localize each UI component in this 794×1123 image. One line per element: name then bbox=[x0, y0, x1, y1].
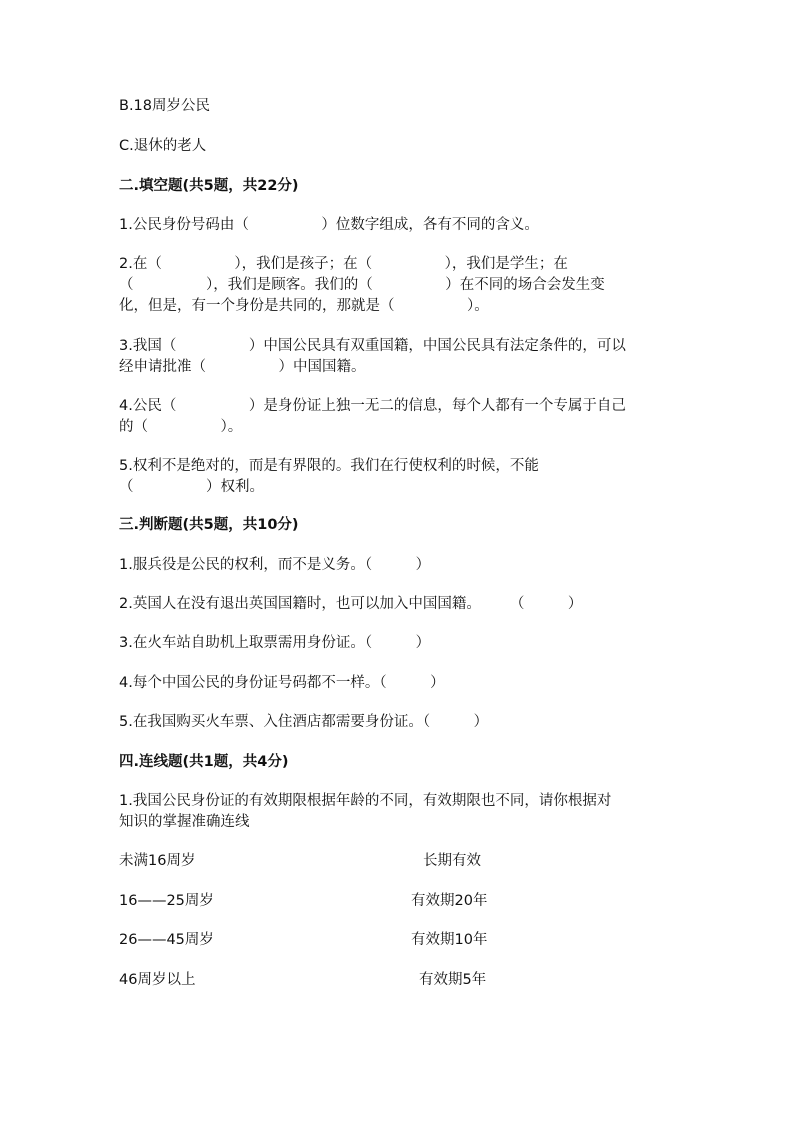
option-c: C.退休的老人 bbox=[119, 138, 207, 154]
match-right-1: 长期有效 bbox=[423, 853, 481, 869]
fill-q5-line2: （ ）权利。 bbox=[119, 479, 264, 495]
fill-q4-line2: 的（ ）。 bbox=[119, 419, 243, 435]
match-q1-line1: 1.我国公民身份证的有效期限根据年龄的不同，有效期限也不同，请你根据对 bbox=[119, 793, 612, 809]
match-left-2: 16——25周岁 bbox=[119, 893, 214, 909]
judge-q1: 1.服兵役是公民的权利，而不是义务。（ ） bbox=[119, 557, 431, 573]
judge-q4: 4.每个中国公民的身份证号码都不一样。（ ） bbox=[119, 675, 445, 691]
judge-q2: 2.英国人在没有退出英国国籍时，也可以加入中国国籍。 （ ） bbox=[119, 596, 583, 612]
match-right-2: 有效期20年 bbox=[411, 893, 488, 909]
fill-q2-line3: 化，但是，有一个身份是共同的，那就是（ ）。 bbox=[119, 298, 489, 314]
section-4-heading: 四.连线题(共1题，共4分) bbox=[119, 754, 289, 770]
match-left-4: 46周岁以上 bbox=[119, 972, 196, 988]
match-left-1: 未满16周岁 bbox=[119, 853, 196, 869]
fill-q5-line1: 5.权利不是绝对的，而是有界限的。我们在行使权利的时候，不能 bbox=[119, 458, 539, 474]
match-q1-line2: 知识的掌握准确连线 bbox=[119, 814, 250, 830]
option-b: B.18周岁公民 bbox=[119, 98, 211, 114]
section-3-heading: 三.判断题(共5题，共10分) bbox=[119, 517, 299, 533]
match-right-4: 有效期5年 bbox=[419, 972, 487, 988]
section-2-heading: 二.填空题(共5题，共22分) bbox=[119, 178, 299, 194]
fill-q2-line1: 2.在（ ），我们是孩子；在（ ），我们是学生；在 bbox=[119, 256, 568, 272]
judge-q5: 5.在我国购买火车票、入住酒店都需要身份证。（ ） bbox=[119, 714, 489, 730]
fill-q2-line2: （ ），我们是顾客。我们的（ ）在不同的场合会发生变 bbox=[119, 277, 605, 293]
fill-q4-line1: 4.公民（ ）是身份证上独一无二的信息，每个人都有一个专属于自己 bbox=[119, 398, 626, 414]
fill-q3-line1: 3.我国（ ）中国公民具有双重国籍，中国公民具有法定条件的，可以 bbox=[119, 338, 626, 354]
match-right-3: 有效期10年 bbox=[411, 932, 488, 948]
judge-q3: 3.在火车站自助机上取票需用身份证。（ ） bbox=[119, 635, 431, 651]
match-left-3: 26——45周岁 bbox=[119, 932, 214, 948]
fill-q3-line2: 经申请批准（ ）中国国籍。 bbox=[119, 359, 366, 375]
fill-q1: 1.公民身份号码由（ ）位数字组成，各有不同的含义。 bbox=[119, 217, 539, 233]
